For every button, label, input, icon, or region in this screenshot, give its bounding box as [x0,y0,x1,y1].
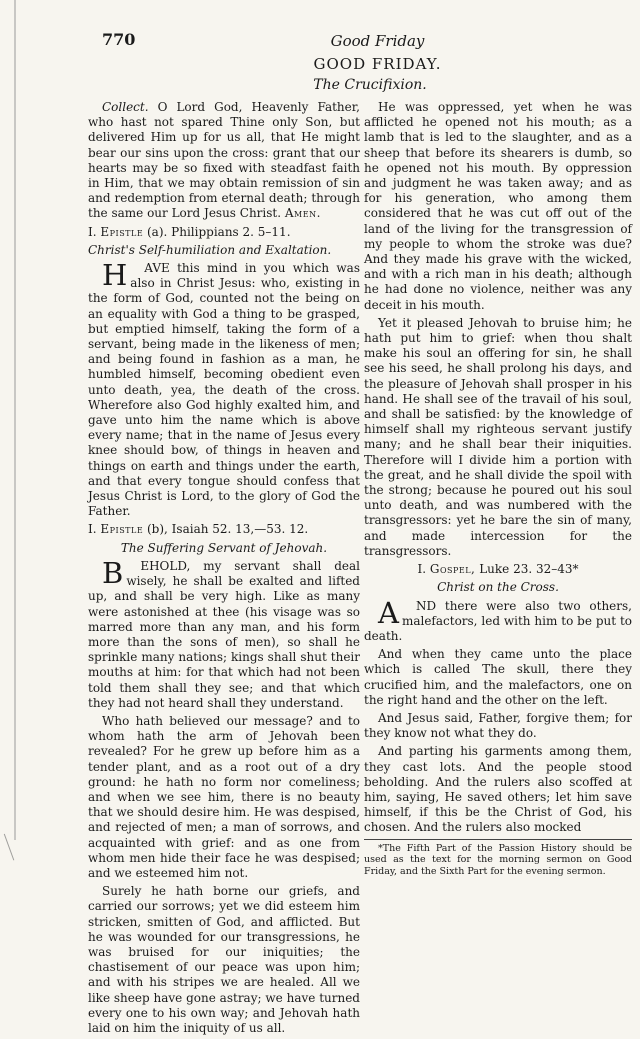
epistle-a-heading [88,225,360,240]
gospel-paragraph-3: And Jesus said, Father, forgive them; for they know not what they do. [364,710,632,741]
gospel-label: Gospel, [429,562,476,577]
dropcap-h: H [102,258,128,293]
running-head: Good Friday [330,32,425,50]
epistle-a-ref: (a). Philippians 2. 5–11. [147,224,291,239]
epistle-b-prefix: I. [88,522,97,537]
page-number: 770 [102,30,136,49]
epistle-a-label: Epistle [100,224,144,239]
left-column [88,100,360,1039]
epistle-b-label: Epistle [100,522,144,537]
epistle-b-ref: (b), Isaiah 52. 13,—53. 12. [147,522,309,537]
epistle-b-title: The Suffering Servant of Jehovah. [120,540,328,555]
epistle-b-p1-text: my servant shall deal wisely, he shall be exalted and lifted up, and shall be very high. Like as many were astonished at thee (his visage was so marred more than any man, and his form more than the sons of men), so shall he sprinkle many nations; kings shall shut their mouths at him: for that which had not been told them shall they see; and that which they had not heard shall they understand. [88,558,360,710]
epistle-b-paragraph-4: He was oppressed, yet when he was afflicted he opened not his mouth; as a lamb that is led to the slaughter, and as a sheep that before its shearers is dumb, so he opened not his mouth. By oppression and judgment he was taken away; and as for his generation, who among them considered that he was cut off out of the land of the living for the transgression of my people to whom the stroke was due? And they made his grave with the wicked, and with a rich man in his death; although he had done no violence, neither was any deceit in his mouth. [364,100,632,312]
footnote: *The Fifth Part of the Passion History should be used as the text for the morning sermon on Good Friday, and the Sixth Part for the evening sermon. [364,839,632,878]
gospel-paragraph-1 [364,595,632,645]
collect-amen: Amen. [284,206,321,221]
gospel-paragraph-4: And parting his garments among them, they cast lots. And the people stood beholding. And the rulers also scoffed at him, saying, He saved others; let him save himself, if this be the Christ of God, his chosen. And the rulers also mocked [364,744,632,835]
right-column [364,100,632,880]
epistle-a-text [88,258,360,519]
epistle-b-paragraph-1 [88,555,360,711]
page-edge-mark [4,828,31,861]
page-edge-line [14,0,16,840]
epistle-b-paragraph-3: Surely he hath borne our griefs, and carried our sorrows; yet we did esteem him stricken, smitten of God, and afflicted. But he was wounded for our transgressions, he was bruised for our iniquities; the chastisement of our peace was upon him; and with his stripes we are healed. All we like sheep have gone astray; we have turned every one to his own way; and Jehovah hath laid on him the iniquity of us all. [88,884,360,1035]
epistle-a-title: Christ's Self-humiliation and Exaltation. [88,242,332,257]
epistle-b-heading [88,522,360,537]
epistle-b-first-word: EHOLD, [140,558,191,573]
gospel-title: Christ on the Cross. [437,580,559,595]
section-subtitle: The Crucifixion. [313,77,427,93]
collect-label: Collect. [102,100,149,114]
dropcap-a: A [378,595,399,630]
epistle-b-paragraph-2: Who hath believed our message? and to whom hath the arm of Jehovah been revealed? For he grew up before him as a tender plant, and as a root out of a dry ground: he hath no form nor comeliness; and when we see him, there is no beauty that we should desire him. He was despised, and rejected of men; a man of sorrows, and acquainted with grief: and as one from whom men hide their face he was despised; and we esteemed him not. [88,713,360,880]
day-title: GOOD FRIDAY. [313,55,442,73]
gospel-heading [364,562,632,577]
gospel-p1-text: there were also two others, malefactors, led with him to be put to death. [364,598,632,643]
epistle-a-body: this mind in you which was also in Christ Jesus: who, existing in the form of God, counted not the being on an equality with God a thing to be grasped, but emptied himself, taking the form of a servant, being made in the likeness of men; and being found in fashion as a man, he humbled himself, becoming obedient even unto death, yea, the death of the cross. Wherefore also God highly exalted him, and gave unto him the name which is above every name; that in the name of Jesus every knee should bow, of things in heaven and things on earth and things under the earth, and that every tongue should confess that Jesus Christ is Lord, to the glory of God the Father. [88,261,360,519]
gospel-ref: Luke 23. 32–43* [479,562,579,577]
gospel-paragraph-2: And when they came unto the place which is called The skull, there they crucified him, and the malefactors, one on the right hand and the other on the left. [364,647,632,707]
epistle-a-prefix: I. [88,224,97,239]
epistle-a-first-word: AVE [144,261,170,276]
gospel-first-word: ND [415,598,437,613]
epistle-b-paragraph-5: Yet it pleased Jehovah to bruise him; he hath put him to grief: when thou shalt make his soul an offering for sin, he shall see his seed, he shall prolong his days, and the pleasure of Jehovah shall prosper in his hand. He shall see of the travail of his soul, and shall be satisfied: by the knowledge of himself shall my righteous servant justify many; and he shall bear their iniquities. Therefore will I divide him a portion with the great, and he shall divide the spoil with the strong; because he poured out his soul unto death, and was numbered with the transgressors: yet he bare the sin of many, and made intercession for the transgressors. [364,315,632,558]
collect-paragraph [88,100,360,222]
collect-text: O Lord God, Heavenly Father, who hast not spared Thine only Son, but delivered Him up for us all, that He might bear our sins upon the cross: grant that our hearts may be so fixed with steadfast faith in Him, that we may obtain remission of sin and redemption from eternal death; through the same our Lord Jesus Christ. [88,100,360,221]
gospel-prefix: I. [417,562,427,577]
dropcap-b: B [102,555,124,590]
